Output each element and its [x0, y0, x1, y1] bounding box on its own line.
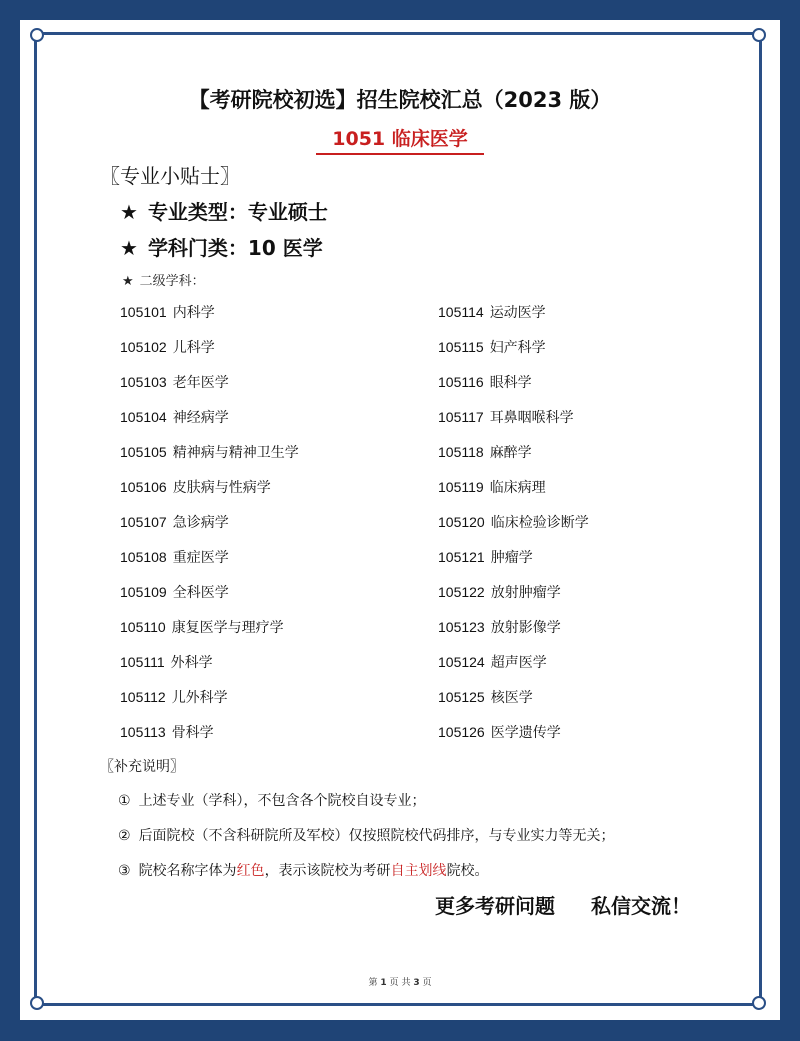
subject-name: 眼科学: [489, 375, 532, 391]
secondary-discipline-heading: ★ 二级学科：: [122, 274, 205, 289]
subject-list-right: [438, 302, 589, 757]
subject-row: [438, 617, 589, 652]
note-text: 上述专业（学科），不包含各个院校自设专业；: [138, 793, 426, 809]
subject-name: 放射肿瘤学: [490, 585, 561, 601]
subject-name: 麻醉学: [489, 445, 532, 461]
subject-row: [438, 477, 589, 512]
discipline-text: 学科门类：10 医学: [147, 236, 323, 260]
note-1: [118, 790, 426, 810]
subject-row: [438, 442, 589, 477]
subject-code: 105120: [438, 514, 485, 530]
major-type-text: 专业类型：专业硕士: [147, 200, 328, 224]
subject-code: 105124: [438, 654, 485, 670]
subject-code: 105116: [438, 374, 484, 390]
contact-text-private-message: 私信交流！: [591, 894, 691, 918]
subject-name: 儿外科学: [171, 690, 228, 706]
subject-name: 运动医学: [489, 305, 546, 321]
note-red-highlight: 红色: [236, 863, 265, 879]
contact-line: [435, 890, 691, 919]
frame-corner-ornament: [30, 28, 44, 42]
note-text: 后面院校（不含科研院所及军校）仅按照院校代码排序，与专业实力等无关；: [138, 828, 615, 844]
subject-code: 105109: [120, 584, 167, 600]
subject-name: 老年医学: [172, 375, 229, 391]
frame-corner-ornament: [752, 28, 766, 42]
subject-row: [120, 722, 299, 757]
major-type-line: [120, 196, 328, 225]
subject-name: 神经病学: [172, 410, 229, 426]
subject-code: 105111: [120, 654, 165, 670]
subject-code: 105115: [438, 339, 484, 355]
subject-code: 105105: [120, 444, 167, 460]
subject-row: [438, 582, 589, 617]
subject-code: 105112: [120, 689, 166, 705]
subject-row: [438, 687, 589, 722]
subject-name: 耳鼻咽喉科学: [489, 410, 574, 426]
subject-name: 核医学: [490, 690, 533, 706]
subject-code: 105103: [120, 374, 167, 390]
subject-row: [120, 407, 299, 442]
note-text: ，表示该院校为考研: [264, 863, 391, 879]
subject-row: [120, 302, 299, 337]
subject-name: 临床病理: [489, 480, 546, 496]
subject-code: 105125: [438, 689, 485, 705]
note-number: ③: [118, 863, 131, 879]
subject-code: 105102: [120, 339, 167, 355]
subject-row: [120, 477, 299, 512]
subject-row: [438, 512, 589, 547]
subject-code: 105104: [120, 409, 167, 425]
page-title: 【考研院校初选】招生院校汇总（2023 版）: [188, 88, 612, 112]
subject-row: [120, 617, 299, 652]
subject-code: 105118: [438, 444, 484, 460]
subject-name: 内科学: [172, 305, 215, 321]
subject-code: 105123: [438, 619, 485, 635]
subject-row: [438, 337, 589, 372]
tips-heading: 〖专业小贴士〗: [100, 164, 240, 188]
subject-name: 外科学: [170, 655, 213, 671]
subject-code: 105119: [438, 479, 484, 495]
subject-code: 105110: [120, 619, 166, 635]
note-red-highlight: 自主划线: [390, 863, 447, 879]
subject-row: [438, 407, 589, 442]
star-icon: ★: [122, 274, 134, 289]
subject-name: 超声医学: [490, 655, 547, 671]
page-subtitle: 1051 临床医学: [316, 124, 484, 155]
subject-row: [438, 652, 589, 687]
subject-row: [120, 652, 299, 687]
subject-code: 105106: [120, 479, 167, 495]
subject-code: 105101: [120, 304, 167, 320]
subject-code: 105121: [438, 549, 485, 565]
subject-name: 妇产科学: [489, 340, 546, 356]
contact-text-more-questions: 更多考研问题: [435, 894, 555, 918]
frame-corner-ornament: [752, 996, 766, 1010]
subject-name: 急诊病学: [172, 515, 229, 531]
star-icon: ★: [120, 200, 138, 224]
subject-name: 儿科学: [172, 340, 215, 356]
subject-row: [120, 512, 299, 547]
supplement-heading: 〖补充说明〗: [100, 759, 184, 775]
total-page-number: 3: [413, 978, 420, 988]
note-2: [118, 825, 615, 845]
subject-code: 105117: [438, 409, 484, 425]
subject-list-left: [120, 302, 299, 757]
subject-name: 重症医学: [172, 550, 229, 566]
note-number: ①: [118, 793, 131, 809]
subject-row: [120, 547, 299, 582]
subject-name: 精神病与精神卫生学: [172, 445, 299, 461]
document-page: [20, 20, 780, 1020]
discipline-line: [120, 232, 323, 261]
subject-name: 皮肤病与性病学: [172, 480, 271, 496]
page-footer: 第 1 页 共 3 页: [368, 978, 432, 988]
subject-code: 105107: [120, 514, 167, 530]
subject-row: [120, 372, 299, 407]
subject-code: 105114: [438, 304, 484, 320]
subject-code: 105108: [120, 549, 167, 565]
subject-code: 105122: [438, 584, 485, 600]
frame-corner-ornament: [30, 996, 44, 1010]
subject-name: 临床检验诊断学: [490, 515, 589, 531]
subject-row: [438, 547, 589, 582]
subject-row: [120, 582, 299, 617]
subject-name: 全科医学: [172, 585, 229, 601]
current-page-number: 1: [380, 978, 387, 988]
subject-row: [438, 722, 589, 757]
subject-name: 骨科学: [171, 725, 214, 741]
subject-row: [120, 337, 299, 372]
subject-code: 105126: [438, 724, 485, 740]
note-number: ②: [118, 828, 131, 844]
subject-row: [438, 302, 589, 337]
subject-name: 康复医学与理疗学: [171, 620, 284, 636]
subject-name: 肿瘤学: [490, 550, 533, 566]
star-icon: ★: [120, 236, 138, 260]
note-text: 院校。: [446, 863, 489, 879]
note-text: 院校名称字体为: [138, 863, 237, 879]
subject-code: 105113: [120, 724, 166, 740]
note-3: [118, 860, 489, 880]
subject-name: 医学遗传学: [490, 725, 561, 741]
subject-row: [438, 372, 589, 407]
subject-row: [120, 687, 299, 722]
subject-row: [120, 442, 299, 477]
subject-name: 放射影像学: [490, 620, 561, 636]
